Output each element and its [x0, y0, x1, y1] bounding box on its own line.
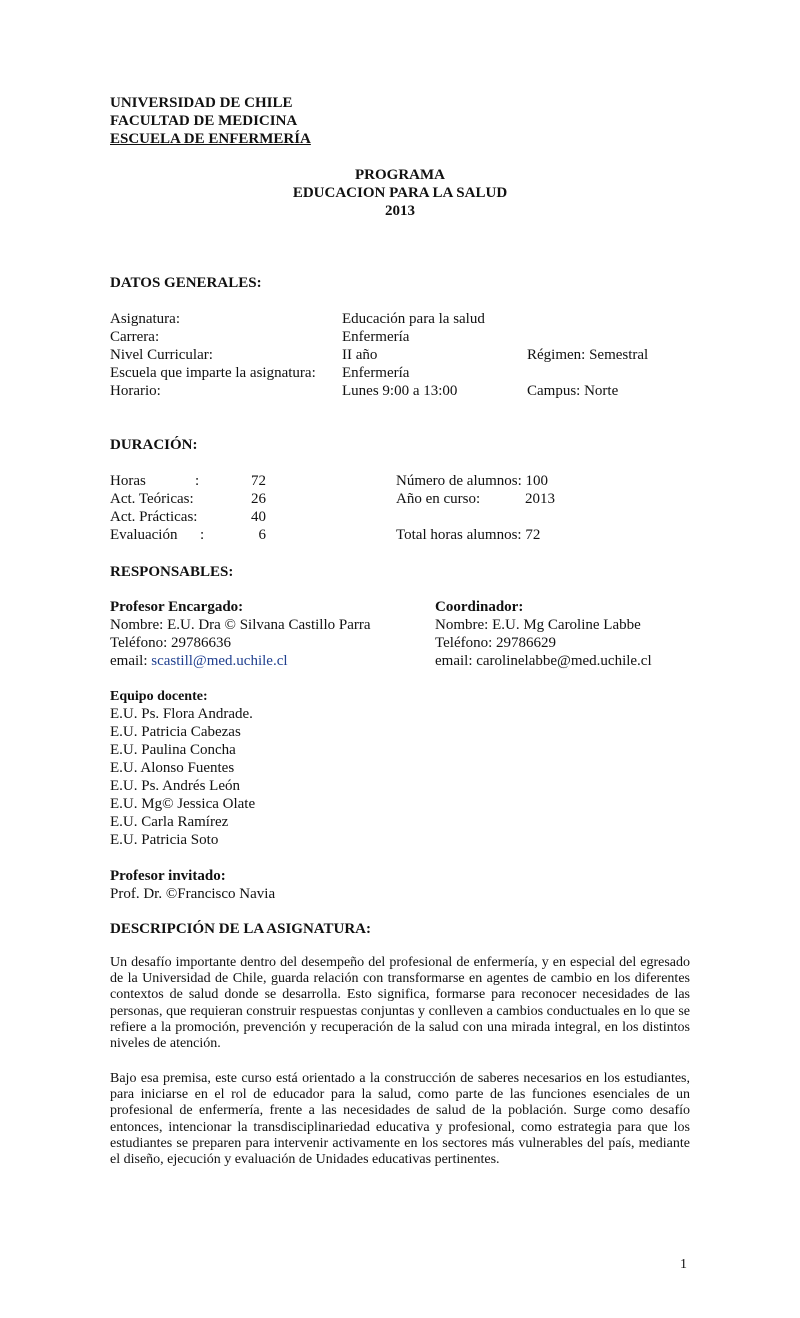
evaluacion-colon: : [200, 527, 205, 543]
datos-generales-values [342, 310, 485, 400]
program-year: 2013 [385, 203, 415, 219]
duracion-labels [110, 472, 200, 544]
invitado-heading: Profesor invitado: [110, 868, 226, 884]
practicas-label: Act. Prácticas: [110, 509, 198, 525]
descripcion-paragraph-2: Bajo esa premisa, este curso está orientado a la construcción de saberes necesarios en los estudiantes, para iniciarse en el rol de educador para la salud, como parte de las funciones esenciales de un profesional de enfermería, frente a las necesidades de salud de la población. Surge como desafío entonces, intencionar la transdisciplinariedad educativa y profesional, como estrategia para que los estudiantes se preparen para intervenir activamente en los sectores más vulnerables del país, mediante el diseño, ejecución y evaluación de Unidades educativas pertinentes. [110, 1071, 690, 1168]
datos-label: Nivel Curricular: [110, 347, 213, 363]
datos-label: Escuela que imparte la asignatura: [110, 365, 316, 381]
equipo-member: E.U. Patricia Cabezas [110, 724, 241, 740]
horas-colon: : [195, 473, 200, 489]
program-label: PROGRAMA [355, 167, 445, 183]
datos-value: II año [342, 347, 378, 363]
datos-value: Educación para la salud [342, 311, 485, 327]
equipo-member: E.U. Patricia Soto [110, 832, 219, 848]
equipo-list [110, 705, 255, 849]
datos-value: Lunes 9:00 a 13:00 [342, 383, 458, 399]
numero-alumnos: Número de alumnos: 100 [396, 473, 549, 489]
horas-value: 72 [251, 473, 266, 489]
profesor-encargado-title: Profesor Encargado: [110, 599, 244, 615]
datos-generales-heading: DATOS GENERALES: [110, 275, 262, 291]
descripcion-heading: DESCRIPCIÓN DE LA ASIGNATURA: [110, 921, 372, 937]
evaluacion-label: Evaluación [110, 527, 178, 543]
equipo-member: E.U. Paulina Concha [110, 742, 236, 758]
datos-label: Asignatura: [110, 311, 180, 327]
coordinador-nombre: Nombre: E.U. Mg Caroline Labbe [435, 617, 641, 633]
duracion-values [236, 472, 266, 544]
teoricas-label: Act. Teóricas: [110, 491, 194, 507]
teoricas-value: 26 [251, 491, 266, 507]
coordinador-email: email: carolinelabbe@med.uchile.cl [435, 653, 652, 669]
equipo-heading: Equipo docente: [110, 689, 208, 704]
responsables-heading: RESPONSABLES: [110, 564, 234, 580]
profesor-email-link[interactable]: scastill@med.uchile.cl [151, 653, 288, 669]
profesor-telefono: Teléfono: 29786636 [110, 635, 232, 651]
equipo-member: E.U. Alonso Fuentes [110, 760, 235, 776]
profesor-nombre: Nombre: E.U. Dra © Silvana Castillo Parra [110, 617, 371, 633]
profesor-email-line [110, 652, 371, 670]
email-label: email: [110, 653, 148, 669]
page-number: 1 [680, 1257, 687, 1272]
horas-label: Horas [110, 473, 146, 489]
equipo-member: E.U. Ps. Flora Andrade. [110, 706, 253, 722]
anio-value: 2013 [525, 491, 555, 507]
profesor-encargado-block [110, 598, 371, 670]
faculty-name: FACULTAD DE MEDICINA [110, 113, 298, 129]
school-name: ESCUELA DE ENFERMERÍA [110, 131, 311, 147]
datos-label: Carrera: [110, 329, 160, 345]
datos-value: Enfermería [342, 365, 410, 381]
duracion-heading: DURACIÓN: [110, 437, 198, 453]
equipo-member: E.U. Mg© Jessica Olate [110, 796, 256, 812]
university-name: UNIVERSIDAD DE CHILE [110, 95, 293, 111]
datos-value: Enfermería [342, 329, 410, 345]
equipo-member: E.U. Ps. Andrés León [110, 778, 240, 794]
practicas-value: 40 [251, 509, 266, 525]
total-horas: Total horas alumnos: 72 [396, 527, 541, 543]
anio-label: Año en curso: [396, 491, 481, 507]
descripcion-paragraph-1: Un desafío importante dentro del desempeño del profesional de enfermería, y en especial del egresado de la Universidad de Chile, guarda relación con transformarse en agentes de cambio en los diferentes contextos de salud donde se desarrolla. Esto significa, formarse para reconocer necesidades de las personas, que requieran construir respuestas conjuntas y conlleven a cambios conductuales en lo que se refiere a la promoción, prevención y recuperación de la salud con una mirada integral, en los distintos niveles de atención. [110, 955, 690, 1052]
equipo-member: E.U. Carla Ramírez [110, 814, 229, 830]
coordinador-telefono: Teléfono: 29786629 [435, 635, 557, 651]
invitado-name: Prof. Dr. ©Francisco Navia [110, 886, 276, 902]
coordinador-title: Coordinador: [435, 599, 524, 615]
regimen: Régimen: Semestral [527, 347, 649, 363]
coordinador-block [435, 598, 652, 670]
course-title: EDUCACION PARA LA SALUD [292, 185, 508, 201]
campus: Campus: Norte [527, 383, 619, 399]
datos-label: Horario: [110, 383, 161, 399]
evaluacion-value: 6 [258, 527, 266, 543]
datos-generales-labels [110, 310, 316, 400]
